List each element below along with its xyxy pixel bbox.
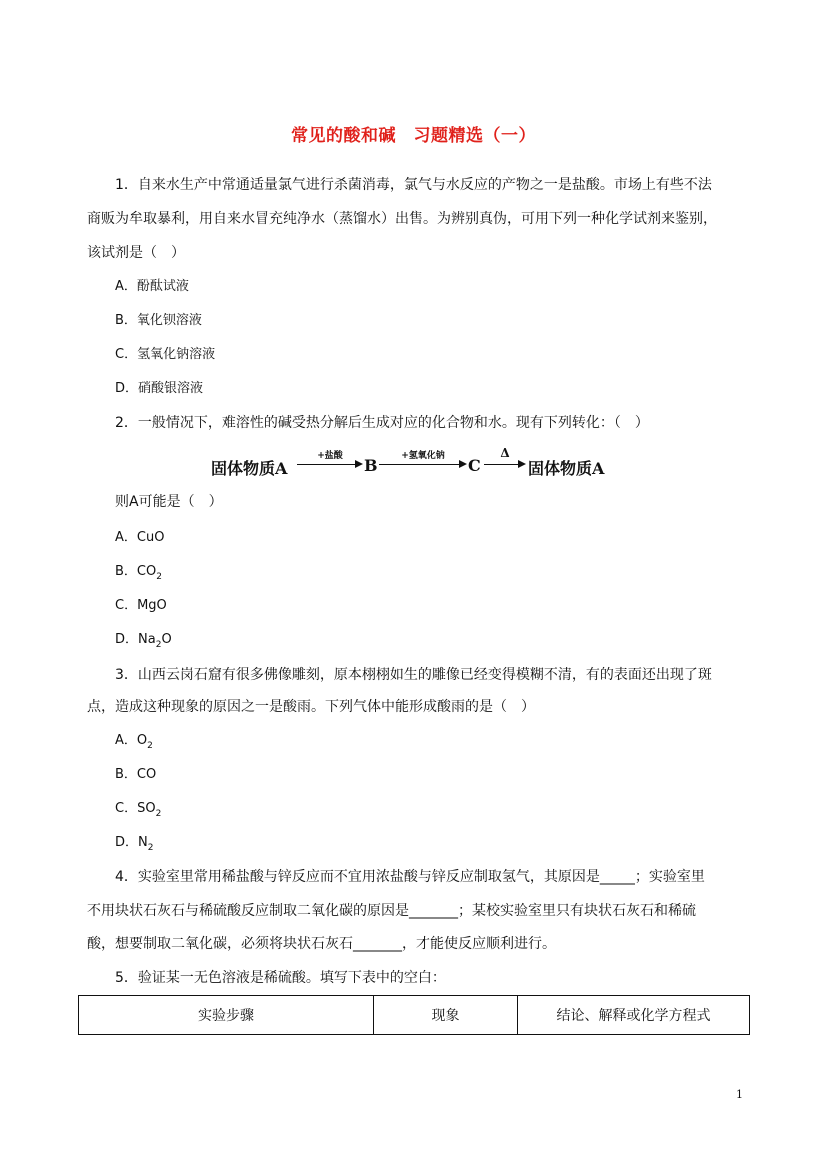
page-number: 1 [736, 1088, 743, 1101]
q2-option-c: C．MgO [115, 598, 167, 613]
flow-end: 固体物质A [528, 459, 605, 478]
q1-option-b: B．氧化钡溶液 [115, 313, 202, 328]
table-header-row [79, 996, 750, 1035]
q1-option-d: D．硝酸银溶液 [115, 381, 204, 396]
header-phenomenon: 现象 [374, 996, 518, 1035]
conversion-flow [0, 446, 827, 478]
flow-start: 固体物质A [211, 459, 288, 478]
q2-option-b: B．$CO_2$ [115, 564, 162, 582]
header-conclusion: 结论、解释或化学方程式 [518, 996, 750, 1035]
flow-arrow-3 [484, 446, 526, 468]
q3-line-2: 点，造成这种现象的原因之一是酸雨。下列气体中能形成酸雨的是（ ） [87, 699, 535, 715]
q4-line-1: 4．实验室里常用稀盐酸与锌反应而不宜用浓盐酸与锌反应制取氢气，其原因是_____；实验室里 [115, 869, 705, 885]
flow-b: B [364, 456, 378, 475]
q1-option-c: C．氢氧化钠溶液 [115, 347, 216, 362]
flow-arrow-3-label: Δ [500, 446, 510, 460]
flow-arrow-2 [379, 452, 467, 468]
header-steps: 实验步骤 [79, 996, 374, 1035]
flow-arrow-1 [297, 452, 363, 468]
q4-line-2: 不用块状石灰石与稀硫酸反应制取二氧化碳的原因是_______；某校实验室里只有块状石灰石和稀硫 [87, 903, 696, 919]
q2-question: 则A可能是（ ） [115, 494, 223, 510]
q2-option-d: D．$Na_2O$ [115, 632, 172, 650]
q4-line-3: 酸，想要制取二氧化碳，必须将块状石灰石_______，才能使反应顺利进行。 [87, 936, 556, 952]
q1-option-a: A．酚酞试液 [115, 279, 189, 294]
q2-line: 2．一般情况下，难溶性的碱受热分解后生成对应的化合物和水。现有下列转化：（ ） [115, 415, 649, 431]
q3-line-1: 3．山西云岗石窟有很多佛像雕刻，原本栩栩如生的雕像已经变得模糊不清，有的表面还出现了斑 [115, 667, 712, 683]
q3-option-a: A．$O_2$ [115, 733, 153, 751]
flow-c: C [468, 456, 481, 475]
flow-arrow-1-label: +盐酸 [317, 451, 343, 461]
q5-line: 5．验证某一无色溶液是稀硫酸。填写下表中的空白： [115, 970, 446, 986]
q2-option-a: A．CuO [115, 530, 165, 545]
q3-option-c: C．$SO_2$ [115, 801, 162, 819]
q3-option-b: B．CO [115, 767, 157, 782]
flow-arrow-2-label: +氢氧化钠 [401, 451, 445, 461]
experiment-table [78, 995, 750, 1035]
q1-line-3: 该试剂是（ ） [87, 245, 185, 261]
page-title: 常见的酸和碱 习题精选（一） [291, 126, 536, 146]
q3-option-d: D．$N_2$ [115, 835, 154, 853]
q1-line-1: 1．自来水生产中常通适量氯气进行杀菌消毒，氯气与水反应的产物之一是盐酸。市场上有些不法 [115, 177, 712, 193]
q1-line-2: 商贩为牟取暴利，用自来水冒充纯净水（蒸馏水）出售。为辨别真伪，可用下列一种化学试剂来鉴别， [87, 211, 717, 227]
